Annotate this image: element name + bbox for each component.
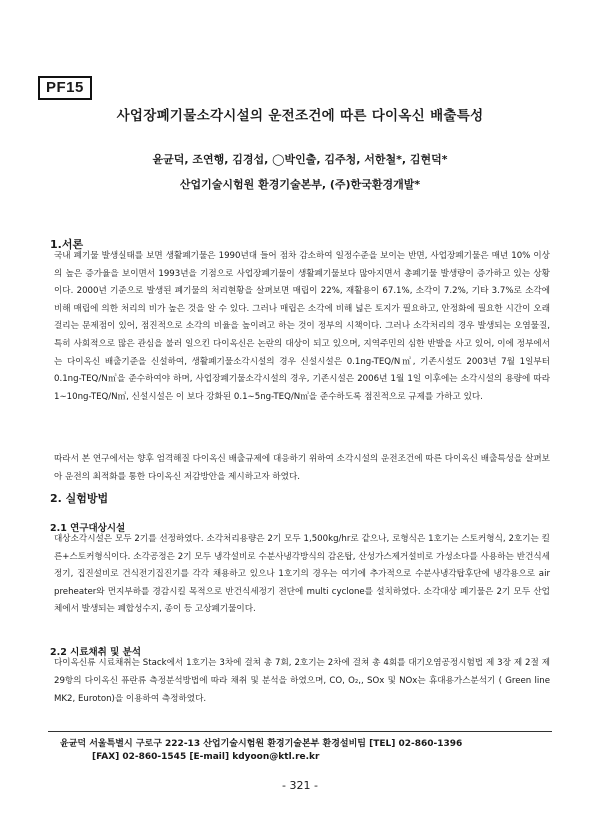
subsection-heading-sampling: 2.2 시료채취 및 분석 <box>50 647 141 658</box>
section-heading-intro: 1.서론 <box>50 238 84 251</box>
intro-paragraph-2: 따라서 본 연구에서는 향후 엄격해질 다이옥신 배출규제에 대응하기 위하여 소각시설의 운전조건에 따른 다이옥신 배출특성을 살펴보아 운전의 최적화를 통한 다이옥신 저감방안을 제시하고자 하였다. <box>54 454 550 482</box>
footer-contact-line-2: [FAX] 02-860-1545 [E-mail] kdyoon@ktl.re.kr <box>92 752 320 762</box>
page-number: - 321 - <box>282 779 318 792</box>
footer-contact-line-1: 윤균덕 서울특별시 구로구 222-13 산업기술시험원 환경기술본부 환경설비팀 [TEL] 02-860-1396 <box>60 739 463 749</box>
paper-code-label: PF15 <box>38 76 92 100</box>
section-heading-method: 2. 실험방법 <box>50 492 109 505</box>
facility-paragraph: 대상소각시설은 모두 2기를 선정하였다. 소각처리용량은 2기 모두 1,500kg/hr로 같으나, 로형식은 1호기는 스토커형식, 2호기는 킬른+스토커형식이다. 소각공정은 2기 모두 냉각설비로 수분사냉각방식의 감온탑, 산성가스제거설비로 가성소다를 사용하는 반건식세정기, 집진설비로 건식전기집진기를 각각 채용하고 있으나 1호기의 경우는 여기에 추가적으로 수분사냉각탑후단에 냉각용으로 air preheater와 먼지부하를 경감시킬 목적으로 반건식세정기 전단에 multi cyclone를 설치하였다. 소각대상 폐기물은 2기 모두 산업체에서 발생되는 폐합성수지, 종이 등 고상폐기물이다. <box>54 534 550 615</box>
subsection-heading-facility: 2.1 연구대상시설 <box>50 523 126 534</box>
author-list: 윤균덕, 조연행, 김경섭, ◯박인출, 김주청, 서한철*, 김현덕* <box>152 153 448 166</box>
sampling-paragraph: 다이옥신류 시료채취는 Stack에서 1호기는 3차에 걸쳐 총 7회, 2호기는 2차에 걸쳐 총 4회를 대기오염공정시험법 제 3장 제 2절 제29항의 다이옥신 퓨란류 측정분석방법에 따라 채취 및 분석을 하였으며, CO, O₂,, SOx 및 NOx는 휴대용가스분석기 ( Green line MK2, Euroton)을 이용하여 측정하였다. <box>54 658 550 704</box>
paper-title: 사업장폐기물소각시설의 운전조건에 따른 다이옥신 배출특성 <box>116 108 484 124</box>
intro-paragraph-1: 국내 폐기물 발생실태를 보면 생활폐기물은 1990년대 들어 점차 감소하여 일정수준을 보이는 반면, 사업장폐기물은 매년 10% 이상의 높은 증가율을 보이면서 1993년을 기점으로 사업장폐기물이 생활폐기물보다 많아지면서 총폐기물 발생량이 증가하고 있는 상황이다. 2000년 기준으로 발생된 폐기물의 처리현황을 살펴보면 매립이 22%, 재활용이 67.1%, 소각이 7.2%, 기타 3.7%로 소각에 비해 매립에 의한 처리의 비가 높은 것을 알 수 있다. 그러나 매립은 소각에 비해 넓은 토지가 필요하고, 안정화에 필요한 시간이 오래 걸리는 문제점이 있어, 점진적으로 소각의 비율을 높이려고 하는 것이 정부의 시책이다. 그러나 소각처리의 경우 발생되는 오염물질, 특히 사회적으로 많은 관심을 불러 일으킨 다이옥신은 논란의 대상이 되고 있으며, 지역주민의 심한 반발을 사고 있어, 이에 정부에서는 다이옥신 배출기준을 신설하여, 생활폐기물소각시설의 경우 신설시설은 0.1ng-TEQ/N㎥, 기존시설도 2003년 7월 1일부터 0.1ng-TEQ/N㎥을 준수하여야 하며, 사업장폐기물소각시설의 경우, 기존시설은 2006년 1월 1일 이후에는 소각시설의 용량에 따라 1∼10ng-TEQ/N㎥, 신설시설은 이 보다 강화된 0.1∼5ng-TEQ/N㎥을 준수하도록 점진적으로 규제를 가하고 있다. <box>54 251 550 402</box>
affiliation: 산업기술시험원 환경기술본부, (주)한국환경개발* <box>179 178 421 191</box>
footer-divider <box>48 731 552 732</box>
